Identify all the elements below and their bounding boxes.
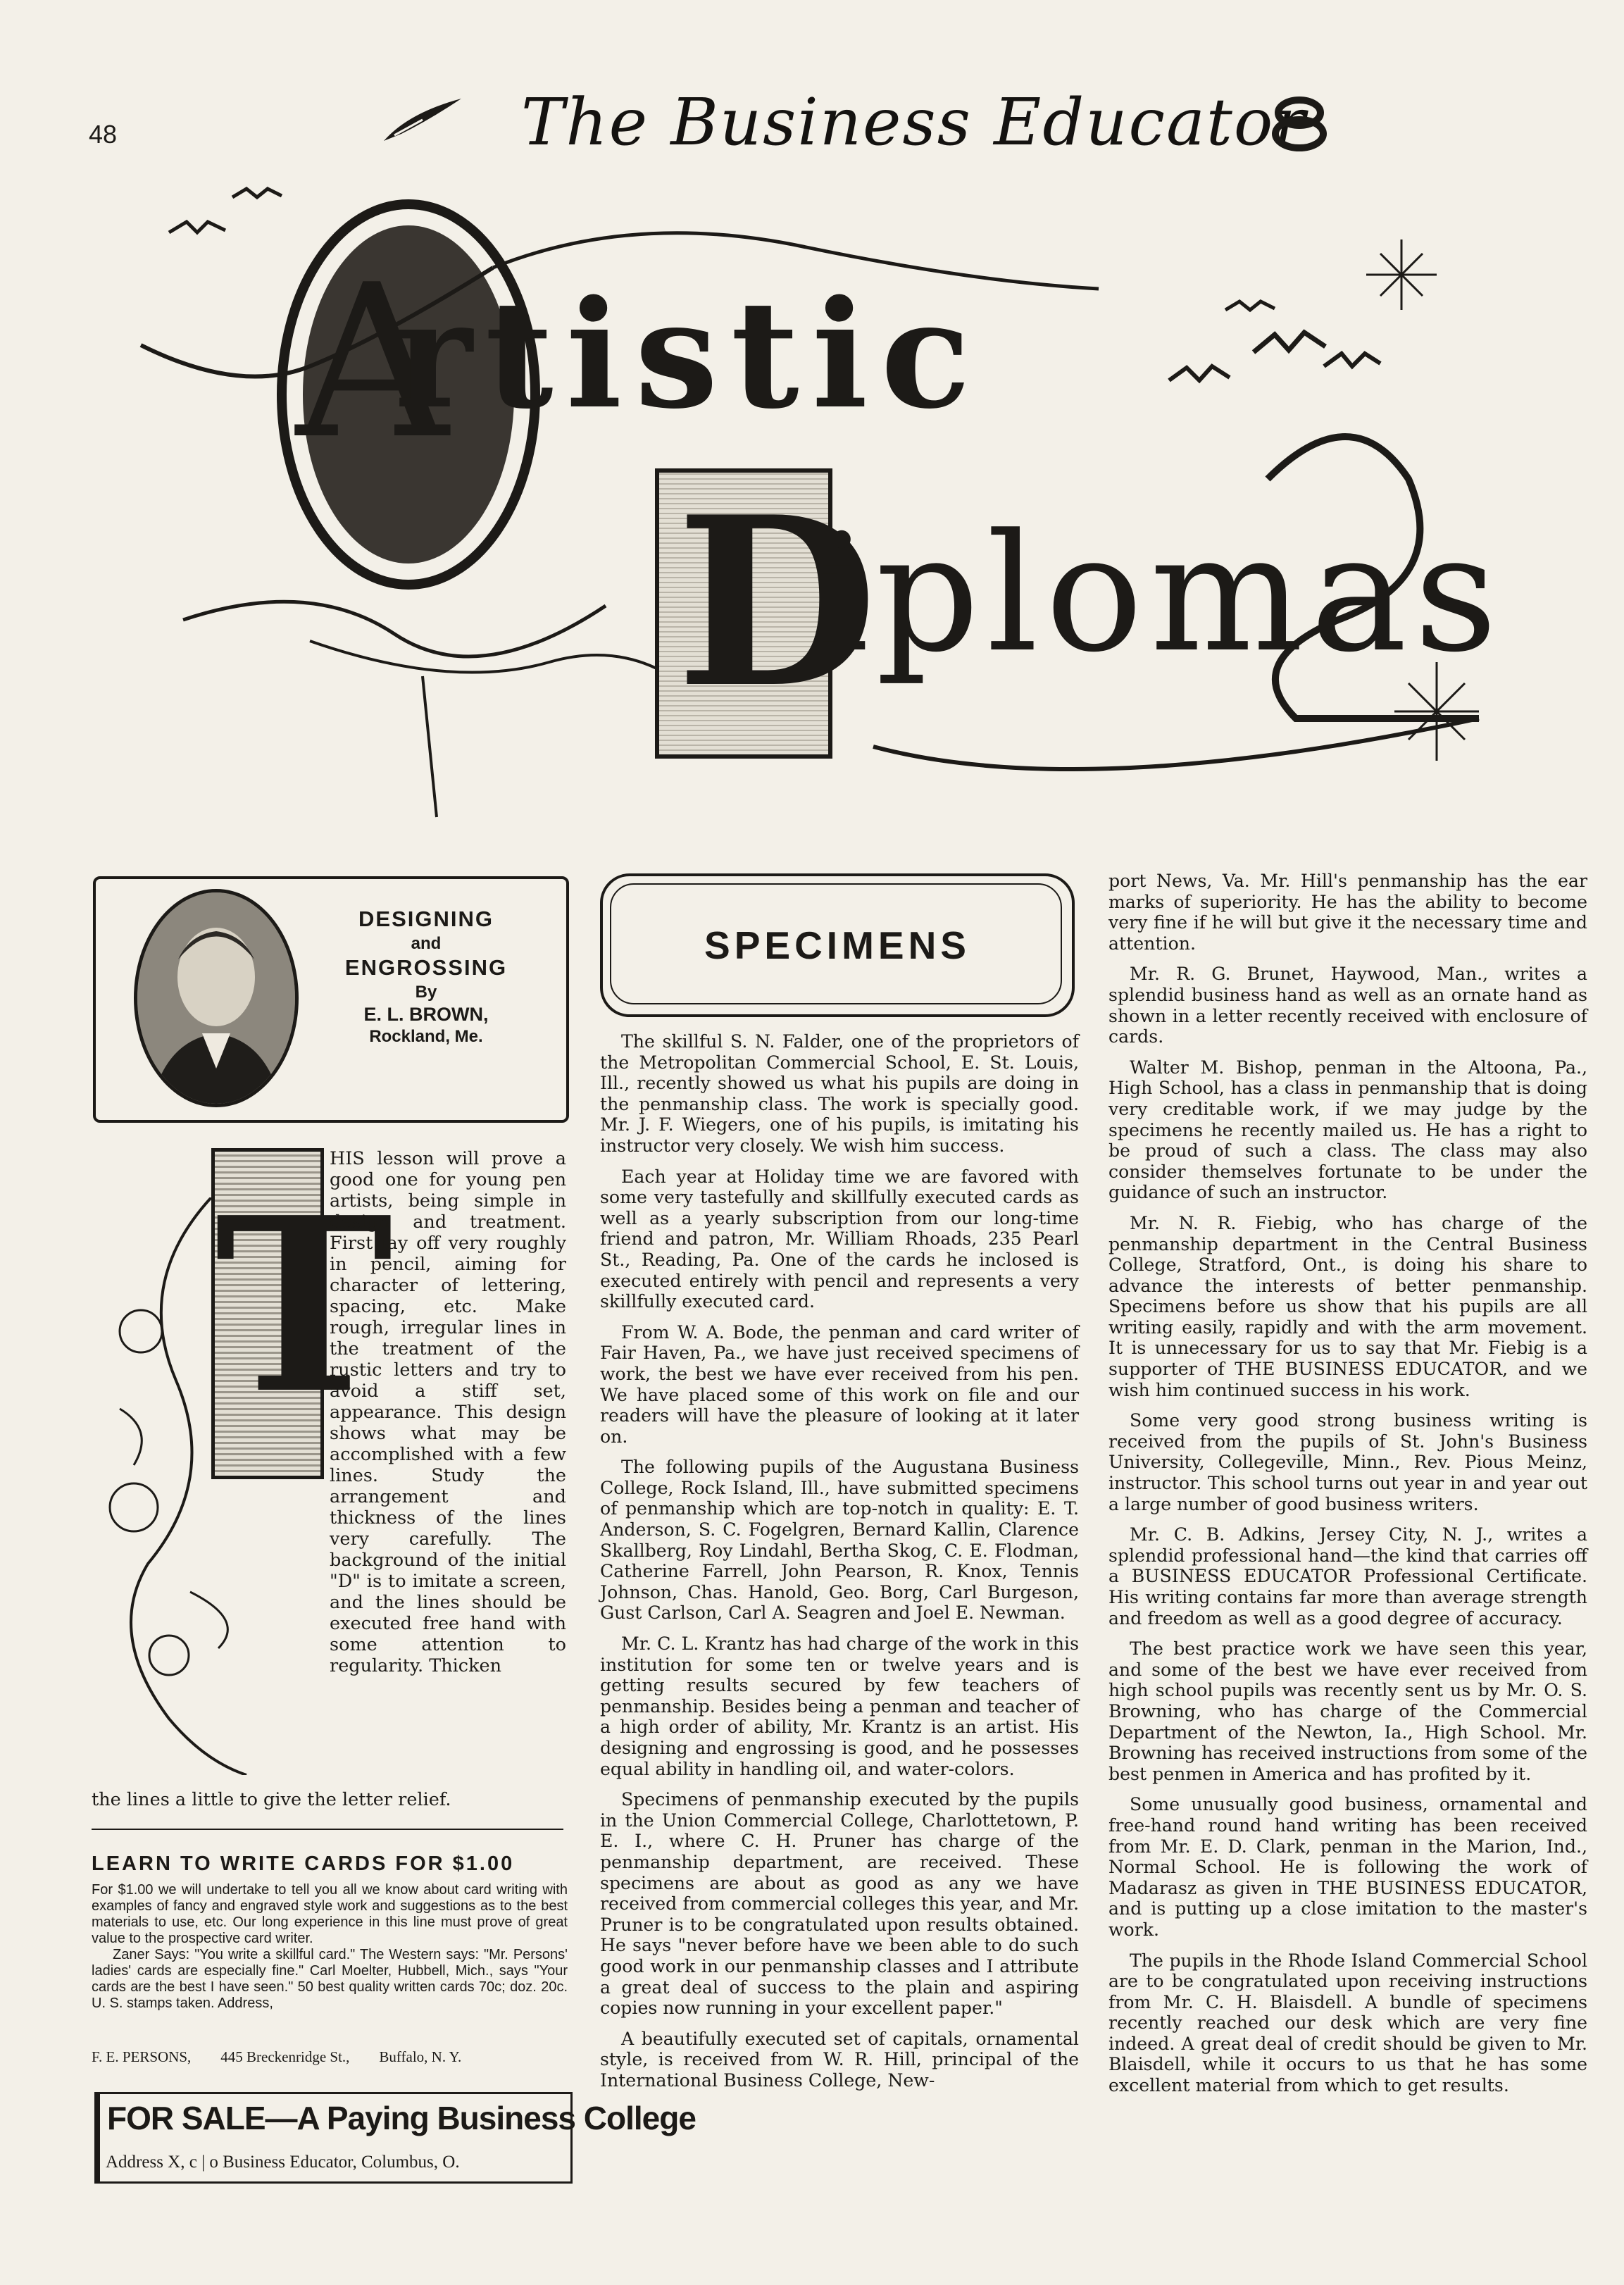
specimen-paragraph: The following pupils of the Augustana Business College, Rock Island, Ill., have submitted specimens of penmanship which are top-notch in quality: E. T. Anderson, S. C. Fogelgren, Bernard Kallin, Clarence Skallberg, Roy Lindahl, Bertha Skog, C. E. Flodman, Catherine Farrell, John Pearson, R. Knox, Tennis Johnson, Chas. Hanold, Geo. Borg, Carl Burgeson, Gust Carlson, Carl A. Seagren and Joel E. Newman. (600, 1457, 1079, 1624)
lesson-author: E. L. BROWN, (363, 1003, 489, 1025)
lesson-initial-t (211, 1148, 394, 1479)
specimens-heading: SPECIMENS (704, 923, 970, 967)
lesson-heading-engrossing: ENGROSSING (344, 954, 508, 980)
specimen-paragraph: Mr. C. B. Adkins, Jersey City, N. J., writes a splendid professional hand—the kind that carries off a BUSINESS EDUCATOR Professional Certificate. His writing contains far more than average strength and freedom as well as a good degree of accuracy. (1108, 1524, 1587, 1629)
lesson-body-end: the lines a little to give the letter relief. (92, 1789, 451, 1810)
specimen-paragraph: The pupils in the Rhode Island Commercial School are to be congratulated upon receiving instructions from Mr. C. H. Blaisdell. A bundle of specimens recently reached our desk which are very fine indeed. A great deal of credit should be given to Mr. Blaisdell, while it occurs to us that he has some excellent material from which to get results. (1108, 1950, 1587, 2096)
sale-ad-title: FOR SALE—A Paying Business College (107, 2100, 696, 2136)
specimen-paragraph: Mr. C. L. Krantz has had charge of the work in this institution for some ten or twelve years and is getting results secured by few teachers of penmanship. Besides being a penman and teacher of a high order of ability, Mr. Krantz is an artist. His designing and engrossing is good, and he possesses equal ability in handling oil, and water-colors. (600, 1633, 1079, 1779)
masthead-title: The Business Educator (521, 85, 1307, 160)
lesson-heading-by: By (415, 982, 437, 1002)
title-initial-a: A (296, 239, 449, 485)
specimen-paragraph: The best practice work we have seen this year, and some of the best we have ever received from high school pupils was recently sent us by Mr. O. S. Browning, who has charge of the Commercial Department of the Newton, Ia., High School. Mr. Browning has received instructions from some of the best penmen in America and has profited by it. (1108, 1638, 1587, 1784)
cards-ad-signature (92, 2048, 568, 2066)
specimen-paragraph: Each year at Holiday time we are favored with some very tastefully and skillfully executed cards as well as a yearly subscription from our long-time friend and patron, Mr. William Rhoads, 235 Pearl St., Reading, Pa. One of the cards he inclosed is executed entirely with pencil and represents a very skillfully executed card. (600, 1166, 1079, 1312)
cards-ad-body (92, 1882, 568, 2012)
title-artistic: rtistic (394, 268, 984, 442)
specimen-paragraph: From W. A. Bode, the penman and card writer of Fair Haven, Pa., we have just received specimens of work, the best we have ever received from his pen. We have placed some of this work on file and our readers will have the pleasure of looking at it later on. (600, 1321, 1079, 1447)
cards-ad-street: 445 Breckenridge St., (220, 2048, 350, 2065)
cards-ad-city: Buffalo, N. Y. (379, 2048, 462, 2065)
cards-ad-name: F. E. PERSONS, (92, 2048, 192, 2065)
divider (92, 1829, 563, 1830)
title-initial-d: D (676, 466, 878, 739)
specimen-paragraph: port News, Va. Mr. Hill's penmanship has the ear marks of superiority. He has the ability to become very fine if he will but give it the necessary time and attention. (1108, 871, 1587, 954)
quill-icon (380, 92, 465, 148)
specimen-paragraph: Mr. N. R. Fiebig, who has charge of the penmanship department in the Central Business College, Stratford, Ont., is doing his share to advance the interests of better penmanship. Specimens before us show that his pupils are all writing easily, rapidly and with the arm movement. It is unnecessary for us to say that Mr. Fiebig is a supporter of THE BUSINESS EDUCATOR, and we wish him continued success in his work. (1108, 1212, 1587, 1400)
title-diplomas: iplomas (817, 500, 1505, 688)
specimen-paragraph: The skillful S. N. Falder, one of the proprietors of the Metropolitan Commercial School, E. St. Louis, Ill., recently showed us what his pupils are doing in the penmanship class. The work is specially good. Mr. J. F. Wiegers, one of his pupils, is imitating his instructor very closely. We wish him success. (600, 1031, 1079, 1156)
specimen-paragraph: Walter M. Bishop, penman in the Altoona, Pa., High School, has a class in penmanship that is doing very creditable work, if we may judge by the specimens he recently mailed us. He has a right to be proud of such a class. The class may also consider themselves fortunate to be under the guidance of such an instructor. (1108, 1057, 1587, 1203)
specimen-paragraph: Some unusually good business, ornamental and free-hand round hand writing has been received from Mr. E. D. Clark, penman in the Marion, Ind., Normal School. He is following the work of Madarasz as given in THE BUSINESS EDUCATOR, and is putting up a close imitation to the master's work. (1108, 1794, 1587, 1940)
cards-ad-heading: LEARN TO WRITE CARDS FOR $1.00 (92, 1853, 515, 1875)
specimens-right-column (1108, 871, 1587, 2106)
specimens-middle-column (600, 1031, 1079, 2101)
lesson-location: Rockland, Me. (369, 1027, 483, 1047)
lesson-initial-letter: T (215, 1166, 394, 1447)
page-number: 48 (89, 120, 118, 149)
specimen-paragraph: Specimens of penmanship executed by the pupils in the Union Commercial College, Charlottetown, P. E. I., where C. H. Pruner has charge of the penmanship department, are received. These specimens are about as good as any we have received from commercial colleges this year, and Mr. Pruner is to be congratulated upon results obtained. He says "never before have we been able to do such good work in our penmanship classes and I attribute a great deal of success to the plain and aspiring copies now running in your excellent paper." (600, 1789, 1079, 2019)
author-portrait (134, 889, 299, 1107)
specimen-paragraph: Mr. R. G. Brunet, Haywood, Man., writes a splendid business hand as well as an ornate hand as shown in a letter recently received with enclosure of cards. (1108, 964, 1587, 1047)
lesson-heading-designing: DESIGNING (358, 907, 494, 931)
ornament-icon (1268, 95, 1331, 151)
cards-ad-testimonials: Zaner Says: "You write a skillful card." The Western says: "Mr. Persons' ladies' cards are especially fine." Carl Moelter, Hubbell, Mich., says "Your cards are the best I have seen." 50 best quality written cards 70c; doz. 20c. U. S. stamps taken. Address, (92, 1947, 568, 2011)
sale-ad-address: Address X, c | o Business Educator, Columbus, O. (106, 2153, 460, 2172)
lesson-header-text (303, 906, 549, 1047)
cards-ad-text: For $1.00 we will undertake to tell you all we know about card writing with examples of fancy and engraved style work and suggestions as to the best materials to use, etc. Our long experience in this line must prove of great value to the prospective card writer. (92, 1882, 568, 1946)
specimen-paragraph: Some very good strong business writing is received from the pupils of St. John's Business University, Collegeville, Minn., Rev. Pious Meinz, instructor. This school turns out year in and year out a large number of good business writers. (1108, 1410, 1587, 1514)
lesson-heading-and: and (411, 933, 442, 953)
lesson-body: HIS lesson will prove a good one for young pen artists, being simple in design and treatment. First lay off very roughly in pencil, aiming for character of lettering, spacing, etc. Make rough, irregular lines in the treatment of the rustic letters and try to avoid a stiff set, appearance. This design shows what may be accomplished with a few lines. Study the arrangement and thickness of the lines very carefully. The background of the initial "D" is to imitate a screen, and the lines should be executed free hand with some attention to regularity. Thicken (330, 1148, 566, 1676)
specimen-paragraph: A beautifully executed set of capitals, ornamental style, is received from W. R. Hill, principal of the International Business College, New- (600, 2028, 1079, 2091)
